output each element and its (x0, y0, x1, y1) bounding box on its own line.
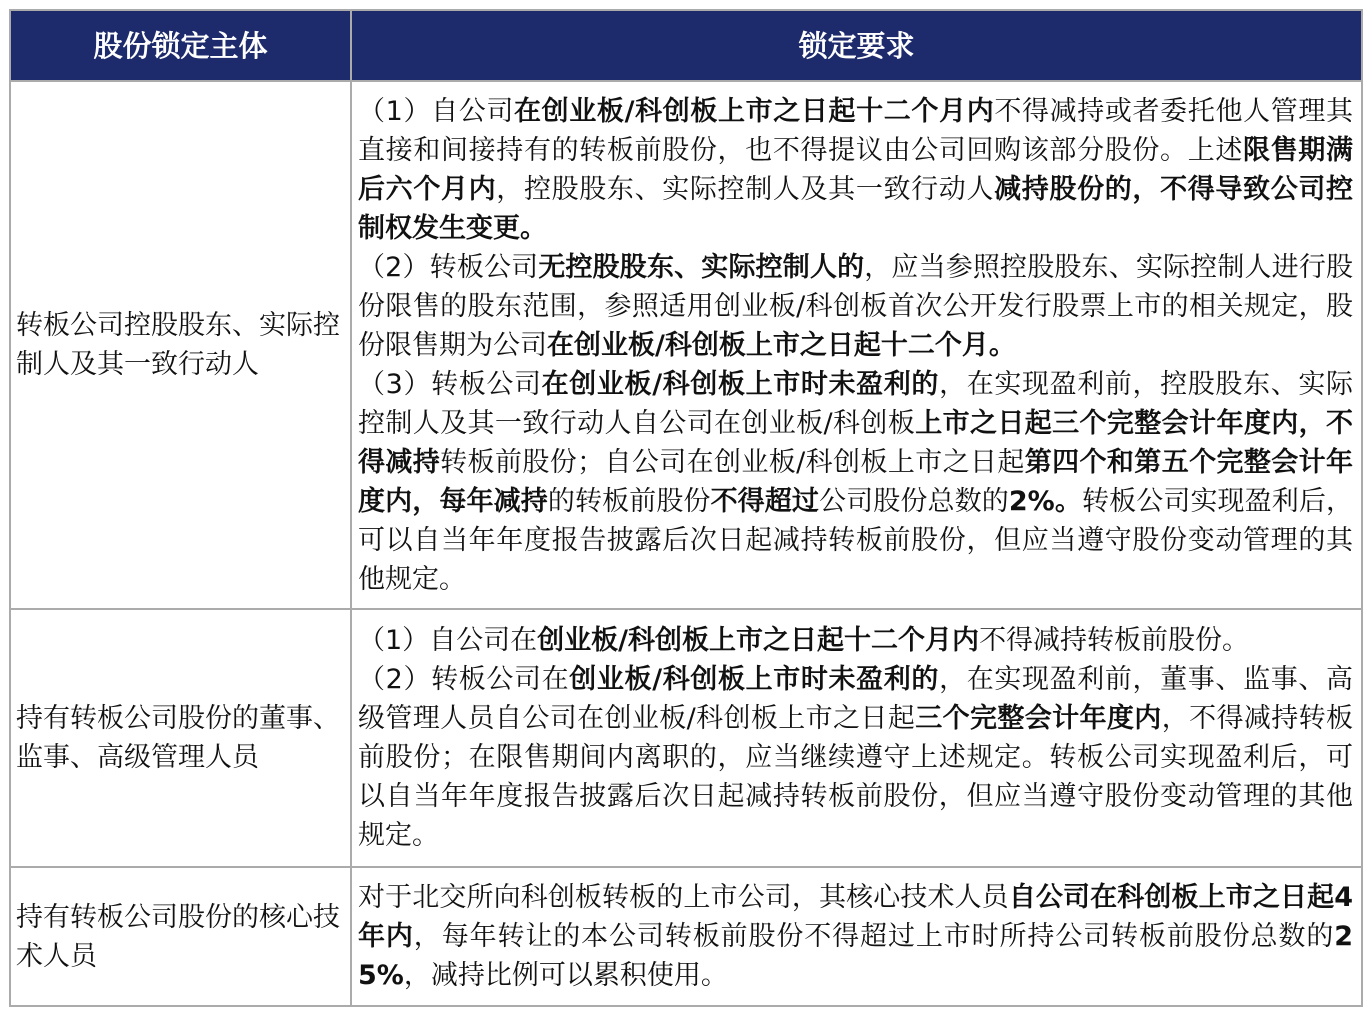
lock-subject-text: 转板公司控股股东、实际控制人及其一致行动人 (16, 310, 340, 380)
header-cell-subject (11, 11, 352, 82)
lock-requirement-cell (352, 610, 1363, 868)
requirement-emphasis: 自公司在科创板上市之日起4年内 (358, 882, 1353, 952)
requirement-text: ，在实现盈利前，董事、监事、高级管理人员自公司在创业板/科创板上市之日起 (358, 664, 1353, 734)
requirement-emphasis: 25% (358, 921, 1354, 991)
requirement-emphasis: 2%。 (1008, 485, 1082, 517)
requirement-text: 不得减持转板前股份。 (979, 625, 1250, 656)
table-row (11, 868, 1363, 1007)
requirement-emphasis: 在创业板/科创板上市时未盈利的 (541, 368, 940, 400)
requirement-text: （2）转板公司在 (358, 664, 570, 695)
table-row (11, 610, 1363, 868)
share-lock-table (9, 9, 1363, 1007)
lock-subject-cell (11, 82, 352, 610)
requirement-emphasis: 上市之日起三个完整会计年度内，不得减持 (358, 407, 1353, 478)
table-row (11, 82, 1363, 610)
requirement-text: ，应当参照控股股东、实际控制人进行股份限售的股东范围，参照适用创业板/科创板首次公开发行股票上市的相关规定，股份限售期为公司 (358, 251, 1353, 361)
requirement-text: ，在实现盈利前，控股股东、实际控制人及其一致行动人自公司在创业板/科创板 (358, 368, 1353, 439)
requirement-emphasis: 创业板/科创板上市之日起十二个月内 (537, 625, 980, 656)
lock-subject-cell (11, 610, 352, 868)
header-cell-requirement (352, 11, 1363, 82)
requirement-emphasis: 第四个和第五个完整会计年度内，每年减持 (358, 446, 1354, 517)
header-requirement: 锁定要求 (798, 28, 915, 63)
requirement-paragraph (358, 660, 1353, 855)
requirement-emphasis: 在创业板/科创板上市之日起十二个月内 (514, 95, 995, 127)
requirement-emphasis: 不得超过 (710, 485, 820, 517)
requirement-emphasis: 三个完整会计年度内 (915, 703, 1162, 734)
requirement-paragraph (358, 248, 1353, 365)
requirement-text: （1）自公司在 (358, 625, 538, 656)
lock-requirement-cell (352, 868, 1363, 1007)
requirement-emphasis: 限售期满后六个月内 (358, 134, 1354, 205)
requirement-emphasis: 无控股股东、实际控制人的 (538, 251, 865, 283)
requirement-text: 转板前股份；自公司在创业板/科创板上市之日起 (440, 446, 1025, 478)
requirement-paragraph (358, 878, 1353, 995)
requirement-text: 不得减持或者委托他人管理其直接和间接持有的转板前股份，也不得提议由公司回购该部分股份。上述 (358, 95, 1354, 166)
lock-requirement-cell (352, 82, 1363, 610)
header-row (11, 11, 1363, 82)
lock-subject-text: 持有转板公司股份的核心技术人员 (16, 901, 340, 972)
requirement-text: （2）转板公司 (358, 251, 539, 283)
requirement-text: 的转板前股份 (547, 485, 711, 517)
requirement-emphasis: 减持股份的，不得导致公司控制权发生变更。 (358, 173, 1354, 244)
requirement-text: ，每年转让的本公司转板前股份不得超过上市时所持公司转板前股份总数的 (413, 921, 1335, 952)
requirement-text: ，减持比例可以累积使用。 (403, 960, 728, 991)
header-subject: 股份锁定主体 (93, 28, 268, 63)
requirement-paragraph (358, 92, 1353, 248)
requirement-emphasis: 创业板/科创板上市时未盈利的 (569, 664, 940, 695)
requirement-text: 转板公司实现盈利后，可以自当年年度报告披露后次日起减持转板前股份，但应当遵守股份变动管理的其他规定。 (358, 485, 1354, 595)
requirement-text: （1）自公司 (358, 95, 515, 127)
lock-subject-cell (11, 868, 352, 1007)
requirement-text: ，控股股东、实际控制人及其一致行动人 (496, 173, 995, 205)
requirement-text: 对于北交所向科创板转板的上市公司，其核心技术人员 (358, 882, 1009, 913)
requirement-text: （3）转板公司 (358, 368, 542, 400)
requirement-emphasis: 在创业板/科创板上市之日起十二个月。 (547, 329, 1016, 361)
requirement-paragraph (358, 365, 1353, 599)
requirement-text: ，不得减持转板前股份；在限售期间内离职的，应当继续遵守上述规定。转板公司实现盈利后，可以自当年年度报告披露后次日起减持转板前股份，但应当遵守股份变动管理的其他规定。 (358, 703, 1354, 851)
lock-subject-text: 持有转板公司股份的董事、监事、高级管理人员 (16, 703, 340, 773)
requirement-paragraph (358, 621, 1353, 660)
requirement-text: 公司股份总数的 (819, 485, 1009, 517)
